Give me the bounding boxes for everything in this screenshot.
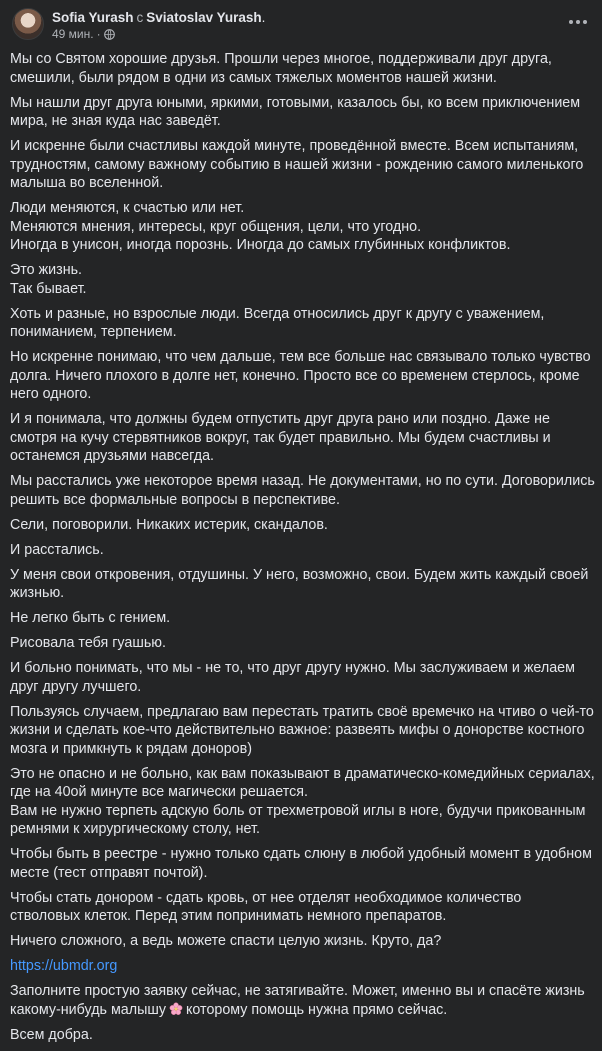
author-name[interactable]: Sofia Yurash (52, 10, 134, 25)
line: Вам не нужно терпеть адскую боль от трехметровой иглы в ноге, будучи прикованным ремнями к хирургическому столу, нет. (10, 802, 586, 837)
with-word: с (136, 10, 144, 25)
line: Иногда в унисон, иногда порознь. Иногда до самых глубинных конфликтов. (10, 237, 511, 253)
paragraph: Всем добра. (10, 1026, 93, 1043)
paragraph (10, 982, 595, 1019)
paragraph (10, 261, 595, 298)
line: Так бывает. (10, 280, 87, 297)
paragraph: Мы нашли друг друга юными, яркими, готовыми, казалось бы, ко всем приключением мира, не зная куда нас заведёт. (10, 94, 581, 129)
donor-link[interactable]: https://ubmdr.org (10, 958, 118, 974)
post-body (10, 50, 595, 1051)
paragraph: Рисовала тебя гуашью. (10, 635, 166, 651)
post-time[interactable]: 49 мин. (52, 27, 94, 41)
tagged-name[interactable]: Sviatoslav Yurash (146, 10, 262, 25)
author-avatar[interactable] (12, 8, 44, 40)
paragraph (10, 199, 595, 255)
post-header (0, 0, 602, 48)
paragraph: И искренне были счастливы каждой минуте, проведённой вместе. Всем испытаниям, трудностям, самому важному событию в нашей жизни - рождению самого миленького малыша во вселенной. (10, 138, 584, 191)
paragraph: Чтобы быть в реестре - нужно только сдать слюну в любой удобный момент в удобном месте (тест отправят почтой). (10, 846, 592, 881)
line: Это жизнь. (10, 262, 83, 278)
line: Люди меняются, к счастью или нет. (10, 200, 245, 216)
more-options-icon[interactable] (566, 12, 590, 32)
line: Заполните простую заявку сейчас, не затягивайте. Может, именно вы и спасёте жизнь какому-нибудь малышу (10, 983, 585, 1018)
paragraph: Пользуясь случаем, предлагаю вам перестать тратить своё времечко на чтиво о чей-то жизни и сделать кое-что действительно важное: развеять мифы о донорстве костного мозга и примкнуть к рядам доноров) (10, 703, 594, 757)
paragraph: Но искренне понимаю, что чем дальше, тем все больше нас связывало только чувство долга. Ничего плохого в долге нет, конечно. Просто все со временем стерлось, кроме него одного. (10, 349, 591, 402)
post-meta (52, 27, 115, 41)
globe-icon[interactable] (104, 29, 115, 40)
paragraph: У меня свои откровения, отдушины. У него, возможно, свои. Будем жить каждый своей жизнью. (10, 566, 589, 601)
line: Меняются мнения, интересы, круг общения, цели, что угодно. (10, 218, 422, 235)
paragraph: Чтобы стать донором - сдать кровь, от нее отделят необходимое количество стволовых клеток. Перед этим попринимать немного препаратов. (10, 889, 522, 924)
paragraph: И я понимала, что должны будем отпустить друг друга рано или поздно. Даже не смотря на кучу стервятников вокруг, так будет правильно. Мы будем счастливы и останемся друзьями навсегда. (10, 411, 551, 464)
paragraph: Хоть и разные, но взрослые люди. Всегда относились друг к другу с уважением, пониманием, терпением. (10, 305, 545, 340)
line: Это не опасно и не больно, как вам показывают в драматическо-комедийных сериалах, где на 40ой минуте все магически решается. (10, 765, 595, 800)
post-authors (52, 9, 265, 26)
paragraph (10, 957, 595, 976)
paragraph: Сели, поговорили. Никаких истерик, скандалов. (10, 516, 328, 533)
paragraph: Мы расстались уже некоторое время назад. Не документами, но по сути. Договорились решить все формальные вопросы в перспективе. (10, 473, 595, 508)
paragraph (10, 765, 595, 839)
line: которому помощь нужна прямо сейчас. (186, 1001, 448, 1018)
paragraph: И больно понимать, что мы - не то, что друг другу нужно. Мы заслуживаем и желаем друг другу лучшего. (10, 660, 575, 695)
paragraph: Не легко быть с гением. (10, 610, 171, 626)
tagged-suffix: . (261, 10, 266, 25)
paragraph: Ничего сложного, а ведь можете спасти целую жизнь. Круто, да? (10, 933, 442, 949)
meta-separator: · (96, 27, 101, 41)
paragraph: И расстались. (10, 541, 104, 558)
paragraph: Мы со Святом хорошие друзья. Прошли через многое, поддерживали друг друга, смешили, были рядом в одни из самых тяжелых моментов нашей жизни. (10, 51, 552, 86)
cherry-blossom-icon (169, 1002, 183, 1016)
